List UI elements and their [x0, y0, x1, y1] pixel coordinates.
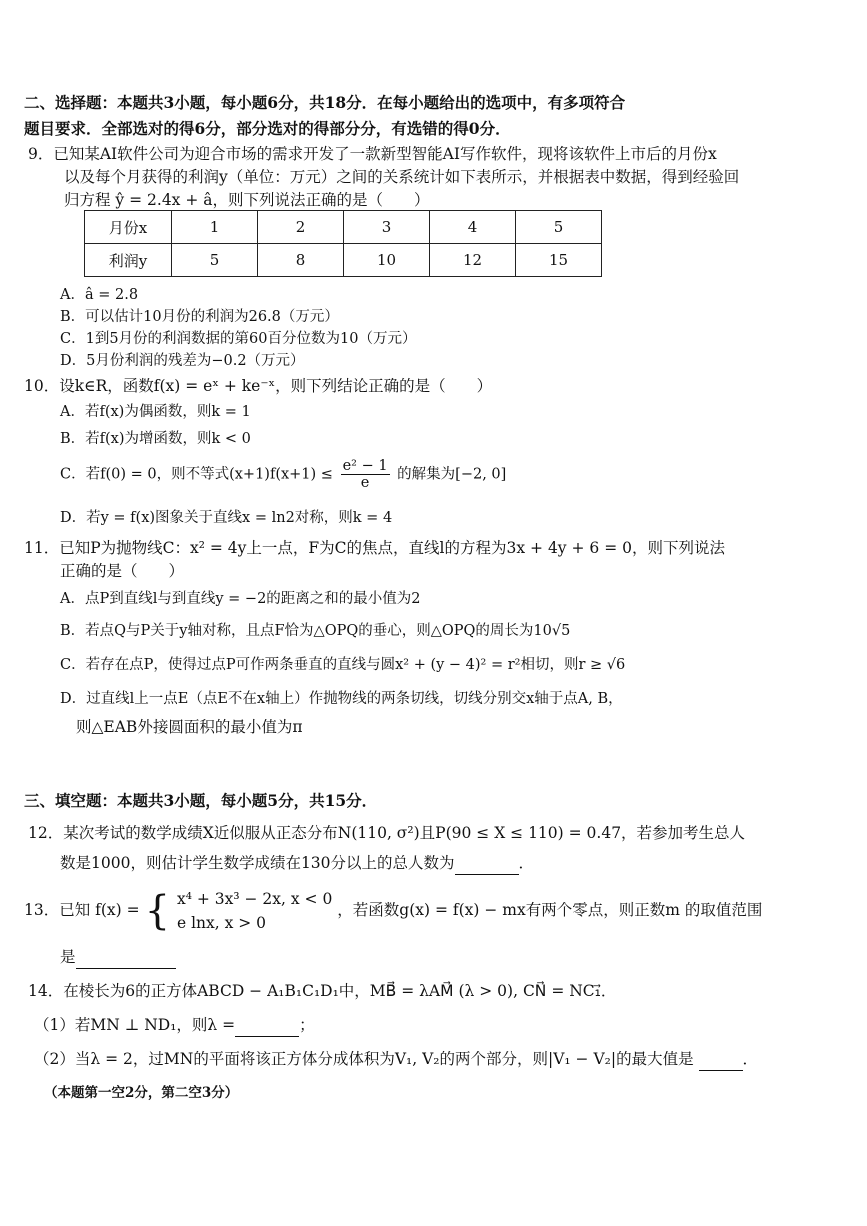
q10-option-c-fraction: [341, 458, 390, 491]
q14-sub1-end: ；: [299, 1016, 315, 1034]
q11-option-b: B．若点Q与P关于y轴对称，且点F恰为△OPQ的垂心，则△OPQ的周长为10√5: [60, 623, 571, 639]
q10-option-b: B．若f(x)为增函数，则k < 0: [60, 431, 251, 447]
q13-case2: e lnx, x > 0: [176, 914, 267, 932]
table-cell: 4: [430, 211, 516, 244]
q13-case1: x⁴ + 3x³ − 2x, x < 0: [176, 890, 333, 908]
table-row-profit: [85, 244, 602, 277]
fraction-denominator: e: [360, 475, 370, 491]
q14-sub2-text: （2）当λ = 2，过MN的平面将该正方体分成体积为V₁, V₂的两个部分，则|V₁ − V₂|的最大值是: [34, 1050, 694, 1068]
q12-stem-end: ．: [518, 854, 535, 872]
q11-option-d-line2: 则△EAB外接圆面积的最小值为π: [76, 718, 303, 736]
q13-stem-line1: [24, 886, 762, 935]
q9-option-b: B．可以估计10月份的利润为26.8（万元）: [60, 309, 339, 325]
table-cell: 5: [516, 211, 602, 244]
q13-stem-line2: [60, 946, 176, 969]
q9-option-a: A．â = 2.8: [60, 287, 139, 303]
table-cell: 12: [430, 244, 516, 277]
q14-stem: 14．在棱长为6的正方体ABCD − A₁B₁C₁D₁中，MB⃗ = λAM⃗ (λ > 0), CN⃗ = NC₁⃗．: [28, 982, 617, 1000]
q14-sub1-answer-blank[interactable]: [235, 1014, 299, 1037]
q11-stem-line2: 正确的是（ ）: [60, 562, 185, 580]
q14-sub1: [34, 1014, 315, 1037]
q13-stem-post: ，若函数g(x) = f(x) − mx有两个零点，则正数m 的取值范围: [337, 901, 763, 919]
q10-option-c: [60, 458, 506, 491]
q12-stem-text: 数是1000，则估计学生数学成绩在130分以上的总人数为: [60, 854, 455, 872]
q13-stem-text: 是: [60, 948, 76, 966]
q12-answer-blank[interactable]: [455, 852, 519, 875]
q12-stem-line1: 12．某次考试的数学成绩X近似服从正态分布N(110, σ²)且P(90 ≤ X ≤ 110) = 0.47，若参加考生总人: [28, 824, 746, 842]
table-cell: 10: [344, 244, 430, 277]
q11-stem-line1: 11．已知P为抛物线C：x² = 4y上一点，F为C的焦点，直线l的方程为3x + 4y + 6 = 0，则下列说法: [24, 539, 725, 557]
q14-sub2: [34, 1048, 758, 1071]
section2-heading-line1: 二、选择题：本题共3小题，每小题6分，共18分．在每小题给出的选项中，有多项符合: [24, 93, 626, 112]
table-cell: 8: [258, 244, 344, 277]
q13-piecewise-cases: [177, 887, 332, 935]
q14-sub1-text: （1）若MN ⊥ ND₁，则λ =: [34, 1016, 236, 1034]
q11-option-a: A．点P到直线l与到直线y = −2的距离之和的最小值为2: [60, 591, 421, 607]
table-row-month: [85, 211, 602, 244]
q10-option-c-tail: 的解集为[−2, 0]: [397, 466, 507, 483]
table-header-month: 月份x: [85, 211, 172, 244]
q10-option-d: D．若y = f(x)图象关于直线x = ln2对称，则k = 4: [60, 510, 393, 526]
q14-score-note: （本题第一空2分，第二空3分）: [44, 1085, 239, 1101]
q9-option-d: D．5月份利润的残差为−0.2（万元）: [60, 353, 305, 369]
table-cell: 5: [172, 244, 258, 277]
q10-option-a: A．若f(x)为偶函数，则k = 1: [60, 404, 251, 420]
q14-sub2-answer-blank[interactable]: [699, 1048, 743, 1071]
table-cell: 1: [172, 211, 258, 244]
q12-stem-line2: [60, 852, 534, 875]
q9-option-c: C．1到5月份的利润数据的第60百分位数为10（万元）: [60, 331, 417, 347]
q13-answer-blank[interactable]: [76, 946, 176, 969]
q9-data-table: [84, 210, 602, 277]
q13-stem-pre: 13．已知 f(x) =: [24, 901, 140, 919]
q9-stem-line3: 归方程 ŷ = 2.4x + â，则下列说法正确的是（ ）: [64, 191, 430, 209]
q10-stem: 10．设k∈R，函数f(x) = eˣ + ke⁻ˣ，则下列结论正确的是（ ）: [24, 377, 493, 395]
table-cell: 15: [516, 244, 602, 277]
q9-stem-line1: 9．已知某AI软件公司为迎合市场的需求开发了一款新型智能AI写作软件，现将该软件上市后的月份x: [28, 145, 717, 163]
q11-option-d-line1: D．过直线l上一点E（点E不在x轴上）作抛物线的两条切线，切线分别交x轴于点A, B，: [60, 691, 623, 707]
q14-sub2-end: ．: [742, 1050, 759, 1068]
table-cell: 3: [344, 211, 430, 244]
section2-heading-line2: 题目要求．全部选对的得6分，部分选对的得部分分，有选错的得0分．: [24, 119, 511, 138]
table-header-profit: 利润y: [85, 244, 172, 277]
section3-heading: 三、填空题：本题共3小题，每小题5分，共15分．: [24, 791, 378, 810]
q11-option-c: C．若存在点P，使得过点P可作两条垂直的直线与圆x² + (y − 4)² = r²相切，则r ≥ √6: [60, 657, 626, 673]
q10-option-c-text: C．若f(0) = 0，则不等式(x+1)f(x+1) ≤: [60, 466, 333, 483]
fraction-numerator: e² − 1: [342, 458, 388, 474]
q9-stem-line2: 以及每个月获得的利润y（单位：万元）之间的关系统计如下表所示，并根据表中数据，得到经验回: [64, 168, 740, 186]
brace-icon: {: [144, 888, 171, 934]
table-cell: 2: [258, 211, 344, 244]
